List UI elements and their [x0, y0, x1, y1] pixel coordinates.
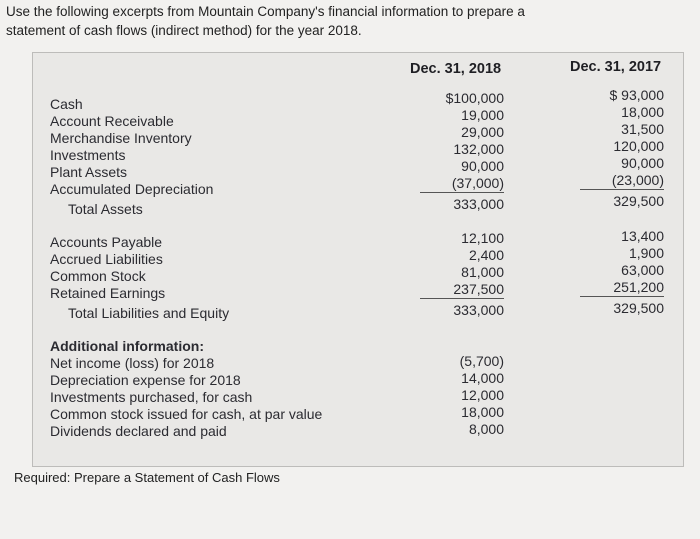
liabilities-labels — [50, 234, 229, 322]
additional-info — [50, 338, 322, 440]
liability-label: Common Stock — [50, 268, 146, 284]
total-liabilities-label: Total Liabilities and Equity — [68, 305, 230, 321]
asset-value-2017: $ 93,000 — [609, 87, 664, 103]
asset-label: Cash — [50, 96, 83, 112]
asset-label: Plant Assets — [50, 164, 128, 180]
liability-value-2018: 12,100 — [461, 230, 504, 246]
liability-value-2017: 13,400 — [621, 228, 664, 244]
asset-value-2018: $100,000 — [445, 90, 504, 106]
additional-value: 14,000 — [461, 370, 504, 386]
asset-value-2017: 120,000 — [613, 138, 664, 154]
asset-value-2017: 90,000 — [621, 155, 664, 171]
asset-label: Investments — [50, 147, 126, 163]
assets-2018-values — [420, 90, 504, 213]
required-text: Required: Prepare a Statement of Cash Flows — [14, 470, 280, 485]
asset-label: Account Receivable — [50, 113, 174, 129]
asset-value-2018: 19,000 — [461, 107, 504, 123]
total-liabilities-2018: 333,000 — [453, 302, 504, 318]
total-assets-2018: 333,000 — [453, 196, 504, 212]
asset-label: Merchandise Inventory — [50, 130, 192, 146]
asset-value-2018: (37,000) — [420, 175, 504, 193]
liability-value-2018: 237,500 — [420, 281, 504, 299]
total-liabilities-2017: 329,500 — [613, 300, 664, 316]
liabilities-2018-values — [420, 230, 504, 319]
additional-label: Dividends declared and paid — [50, 423, 227, 439]
header-2017: Dec. 31, 2017 — [570, 59, 662, 75]
asset-value-2018: 29,000 — [461, 124, 504, 140]
liabilities-2017-values — [580, 228, 664, 317]
asset-label: Accumulated Depreciation — [50, 181, 214, 197]
asset-value-2017: (23,000) — [580, 172, 664, 190]
total-assets-2017: 329,500 — [613, 193, 664, 209]
liability-value-2017: 63,000 — [621, 262, 664, 278]
liability-label: Accrued Liabilities — [50, 251, 163, 267]
additional-value: (5,700) — [459, 353, 504, 369]
liability-label: Retained Earnings — [50, 285, 166, 301]
additional-label: Depreciation expense for 2018 — [50, 372, 241, 388]
asset-value-2018: 132,000 — [453, 141, 504, 157]
asset-value-2018: 90,000 — [461, 158, 504, 174]
intro-text: Use the following excerpts from Mountain Company's financial information to prepare a statement of cash flows (indirect method) for the year 2018. — [6, 4, 525, 38]
asset-value-2017: 18,000 — [621, 104, 664, 120]
additional-values — [420, 353, 504, 438]
total-assets-label: Total Assets — [68, 201, 143, 217]
asset-value-2017: 31,500 — [621, 121, 664, 137]
liability-value-2018: 81,000 — [461, 264, 504, 280]
liability-value-2017: 1,900 — [628, 245, 664, 261]
liability-value-2017: 251,200 — [580, 279, 664, 297]
additional-value: 18,000 — [461, 404, 504, 420]
additional-info-title: Additional information: — [50, 338, 204, 354]
assets-labels — [50, 96, 213, 218]
additional-label: Common stock issued for cash, at par value — [50, 406, 323, 422]
assets-2017-values — [580, 87, 664, 210]
additional-value: 12,000 — [461, 387, 504, 403]
additional-label: Investments purchased, for cash — [50, 389, 253, 405]
header-2018: Dec. 31, 2018 — [410, 61, 502, 77]
additional-value: 8,000 — [468, 421, 504, 437]
liability-label: Accounts Payable — [50, 234, 163, 250]
liability-value-2018: 2,400 — [468, 247, 504, 263]
additional-label: Net income (loss) for 2018 — [50, 355, 215, 371]
